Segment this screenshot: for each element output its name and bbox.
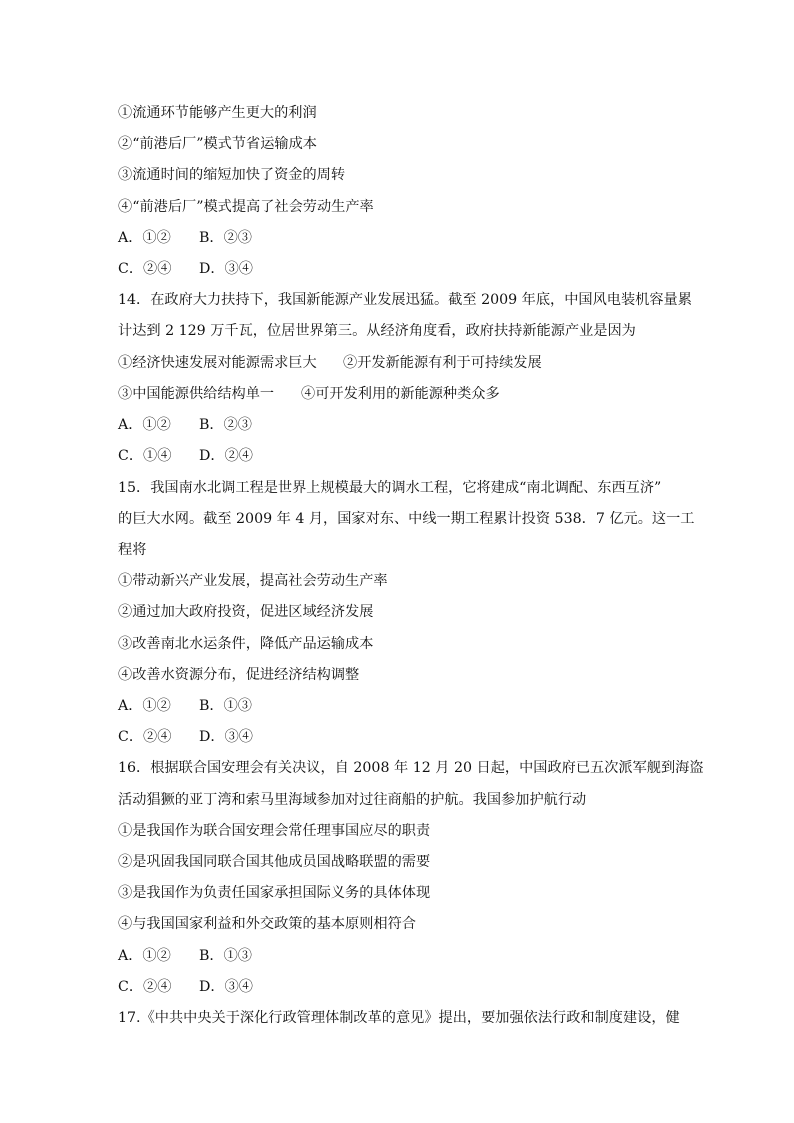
q13-choice-d: D．③④ [199, 261, 253, 277]
q16-item-2: ②是巩固我国同联合国其他成员国战略联盟的需要 [118, 854, 431, 870]
q14-stem-line-2: 计达到 2 129 万千瓦，位居世界第三。从经济角度看，政府扶持新能源产业是因为 [118, 323, 636, 339]
q15-choice-c: C．②④ [118, 729, 172, 745]
q13-choice-a: A．①② [118, 230, 171, 246]
q13-item-3: ③流通时间的缩短加快了资金的周转 [118, 167, 346, 183]
q13-choice-b: B．②③ [199, 230, 252, 246]
q15-item-3: ③改善南北水运条件，降低产品运输成本 [118, 636, 374, 652]
q15-item-4: ④改善水资源分布，促进经济结构调整 [118, 667, 360, 683]
q16-choice-a: A．①② [118, 948, 171, 964]
q14-item-3: ③中国能源供给结构单一 [118, 386, 275, 402]
q13-item-2: ②“前港后厂”模式节省运输成本 [118, 136, 317, 152]
q13-choice-c: C．②④ [118, 261, 172, 277]
q16-stem-line-1: 16．根据联合国安理会有关决议，自 2008 年 12 月 20 日起，中国政府已五次派军舰到海盗 [118, 760, 704, 776]
q15-stem-line-2: 的巨大水网。截至 2009 年 4 月，国家对东、中线一期工程累计投资 538．7 亿元。这一工 [118, 511, 695, 527]
q16-choice-b: B．①③ [199, 948, 252, 964]
q15-item-1: ①带动新兴产业发展，提高社会劳动生产率 [118, 573, 388, 589]
q16-item-3: ③是我国作为负责任国家承担国际义务的具体体现 [118, 885, 431, 901]
q16-stem-line-2: 活动猖獗的亚丁湾和索马里海域参加对过往商船的护航。我国参加护航行动 [118, 792, 587, 808]
q14-choice-d: D．②④ [199, 448, 253, 464]
q15-choice-a: A．①② [118, 698, 171, 714]
q15-choice-b: B．①③ [199, 698, 252, 714]
q15-item-2: ②通过加大政府投资，促进区域经济发展 [118, 604, 374, 620]
q13-item-4: ④“前港后厂”模式提高了社会劳动生产率 [118, 199, 374, 215]
q15-choice-d: D．③④ [199, 729, 253, 745]
q16-choice-d: D．③④ [199, 979, 253, 995]
q14-choice-a: A．①② [118, 417, 171, 433]
q17-stem-line-1: 17.《中共中央关于深化行政管理体制改革的意见》提出，要加强依法行政和制度建设，健 [118, 1010, 680, 1026]
q13-item-1: ①流通环节能够产生更大的利润 [118, 105, 317, 121]
q16-item-1: ①是我国作为联合国安理会常任理事国应尽的职责 [118, 823, 431, 839]
q14-stem-line-1: 14．在政府大力扶持下，我国新能源产业发展迅猛。截至 2009 年底，中国风电装机容量累 [118, 292, 692, 308]
q15-stem-line-1: 15．我国南水北调工程是世界上规模最大的调水工程，它将建成“南北调配、东西互济” [118, 480, 662, 496]
q14-item-4: ④可开发利用的新能源种类众多 [301, 386, 500, 402]
q16-choice-c: C．②④ [118, 979, 172, 995]
q15-stem-line-3: 程将 [118, 542, 147, 558]
q14-item-2: ②开发新能源有利于可持续发展 [343, 355, 542, 371]
q16-item-4: ④与我国国家利益和外交政策的基本原则相符合 [118, 916, 416, 932]
q14-choice-c: C．①④ [118, 448, 172, 464]
q14-choice-b: B．②③ [199, 417, 252, 433]
q14-item-1: ①经济快速发展对能源需求巨大 [118, 355, 317, 371]
